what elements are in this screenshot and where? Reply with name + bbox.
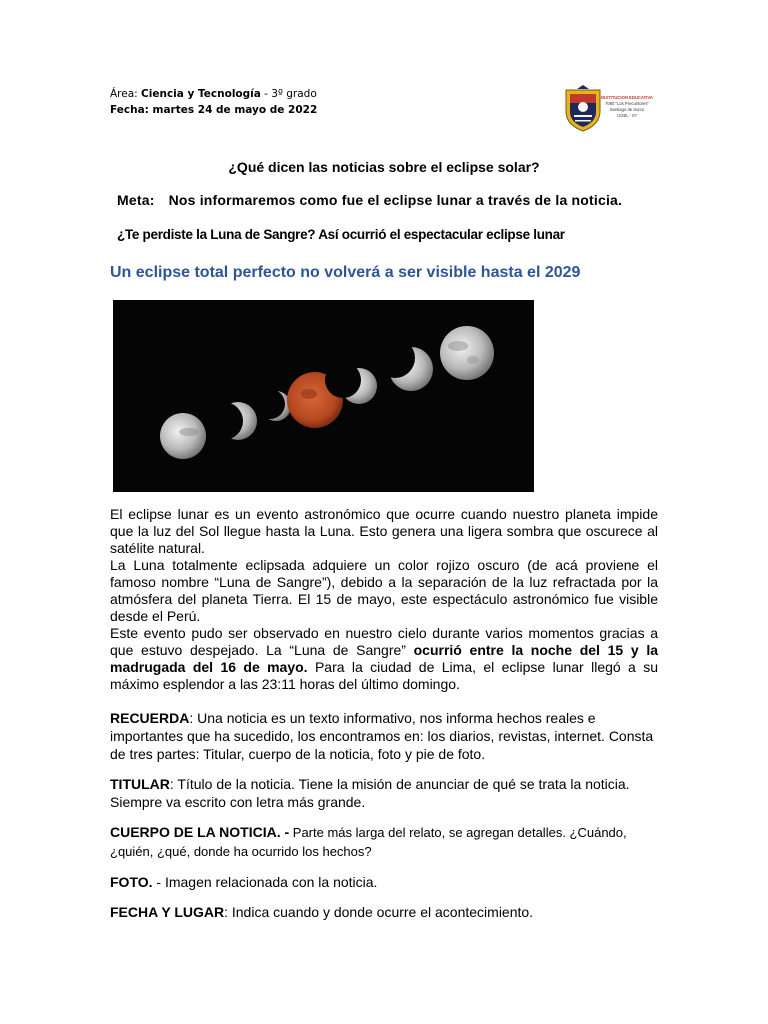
- note-cuerpo: CUERPO DE LA NOTICIA. - Parte más larga del relato, se agregan detalles. ¿Cuándo, ¿quién, ¿qué, donde ha ocurrido los hechos?: [110, 824, 627, 859]
- news-subhead: Un eclipse total perfecto no volverá a ser visible hasta el 2029: [110, 264, 581, 281]
- notes-section: [110, 709, 670, 921]
- body-paragraph-1: El eclipse lunar es un evento astronómico que ocurre cuando nuestro planeta impide que la luz del Sol llegue hasta la Luna. Esto genera una ligera sombra que oscurece al satélite natural.: [110, 506, 658, 556]
- area-value: Ciencia y Tecnología: [141, 88, 261, 100]
- logo-text-1: INSTITUCION EDUCATIVA: [601, 95, 653, 100]
- lunar-eclipse-image: [113, 300, 534, 492]
- school-crest-icon: [563, 85, 653, 133]
- body-highlight: ocurrió entre la noche del 15 y la madrugada del 16 de mayo.: [110, 642, 658, 675]
- grade: - 3º grado: [260, 88, 317, 100]
- page-title: ¿Qué dicen las noticias sobre el eclipse solar?: [228, 159, 540, 175]
- logo-text-4: UGEL - 07: [617, 113, 637, 118]
- header-info: [110, 86, 317, 118]
- logo-text-2: 7080 "Los Precursores": [605, 101, 649, 106]
- note-titular: TITULAR: Título de la noticia. Tiene la misión de anunciar de qué se trata la noticia. Siempre va escrito con letra más grande.: [110, 776, 630, 810]
- logo-text-3: Santiago de Surco: [609, 107, 645, 112]
- note-foto: FOTO. - Imagen relacionada con la noticia.: [110, 874, 378, 890]
- date-line: Fecha: martes 24 de mayo de 2022: [110, 104, 318, 116]
- goal-label: Meta:: [117, 192, 155, 208]
- school-logo: [563, 85, 653, 133]
- note-fecha: FECHA Y LUGAR: Indica cuando y donde ocurre el acontecimiento.: [110, 904, 534, 920]
- note-recuerda: RECUERDA: Una noticia es un texto informativo, nos informa hechos reales e importantes que ha sucedido, los encontramos en: los diarios, revistas, internet. Consta de tres partes: Titular, cuerpo de la noticia, foto y pie de foto.: [110, 710, 654, 762]
- moon-7: [440, 326, 494, 380]
- moon-2: [205, 402, 257, 440]
- body-paragraph-3: Este evento pudo ser observado en nuestro cielo durante varios momentos gracias a que estuvo despejado. La “Luna de Sangre” ocurrió entre la noche del 15 y la madrugada del 16 de mayo. Para la ciudad de Lima, el eclipse lunar llegó a su máximo esplendor a las 23:11 horas del último domingo.: [110, 625, 659, 692]
- news-headline: ¿Te perdiste la Luna de Sangre? Así ocurrió el espectacular eclipse lunar: [117, 227, 565, 242]
- news-body: [110, 506, 658, 693]
- area-line: [110, 86, 317, 102]
- area-label: Área:: [110, 88, 138, 100]
- goal-line: [117, 192, 622, 208]
- body-paragraph-2: La Luna totalmente eclipsada adquiere un color rojizo oscuro (de acá proviene el famoso nombre “Luna de Sangre”), debido a la separación de la luz refractada por la atmósfera del planeta Tierra. El 15 de mayo, este espectáculo astronómico fue visible desde el Perú.: [110, 557, 658, 624]
- eclipse-photo: [113, 300, 534, 492]
- moon-1: [160, 413, 206, 459]
- goal-text: Nos informaremos como fue el eclipse lunar a través de la noticia.: [168, 192, 623, 208]
